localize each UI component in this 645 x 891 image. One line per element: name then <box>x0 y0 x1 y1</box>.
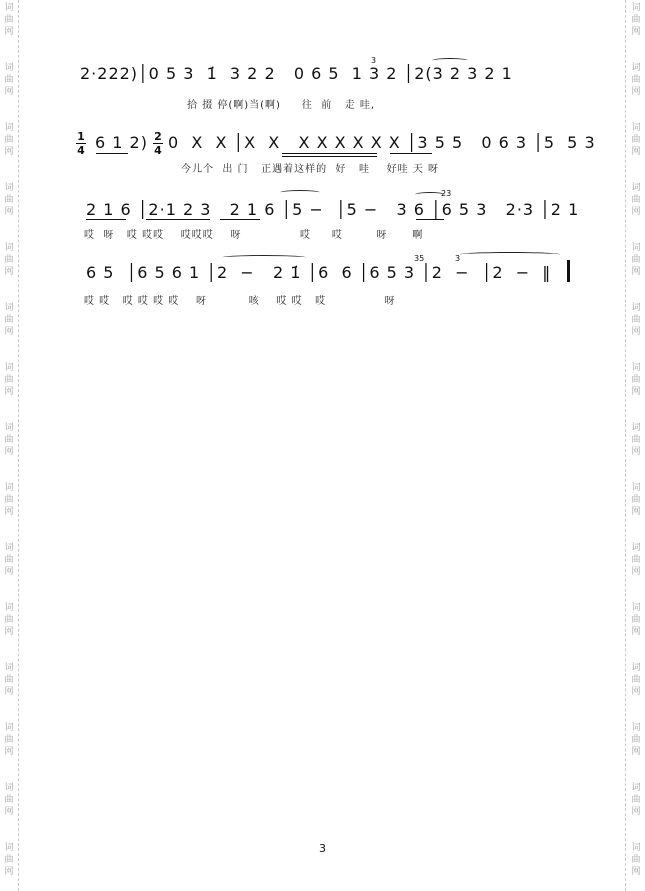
slur-row4-a <box>222 255 306 260</box>
watermark-char: 网 <box>631 447 641 457</box>
underline-row3-c <box>220 219 260 220</box>
watermark-mark <box>629 122 643 158</box>
score-row-2-lyrics: 今儿个 出 门 正遇着这样的 好 哇 好哇 天 呀 <box>181 164 440 175</box>
watermark-char: 网 <box>631 207 641 217</box>
watermark-char: 曲 <box>631 735 641 745</box>
watermark-char: 词 <box>631 123 641 133</box>
watermark-char: 词 <box>631 603 641 613</box>
watermark-char: 网 <box>4 567 14 577</box>
watermark-char: 网 <box>4 507 14 517</box>
watermark-mark <box>629 482 643 518</box>
underline-row2-c <box>390 153 432 154</box>
underline-row2-a <box>96 153 128 154</box>
watermark-char: 曲 <box>631 195 641 205</box>
score-row-1-notes: 2·222)│0 5 3 1̇ 3 2 2 0 6 5 1 3 2 │2(3 2 3 2 1 <box>80 64 513 83</box>
watermark-mark <box>629 662 643 698</box>
watermark-char: 曲 <box>631 255 641 265</box>
score-row-2-notes-b: 0 X X │X X X X X X X X │3 5 5 0 6 3 │5 5 3 <box>168 133 596 152</box>
watermark-char: 词 <box>4 123 14 133</box>
watermark-char: 曲 <box>631 615 641 625</box>
watermark-char: 词 <box>631 543 641 553</box>
watermark-char: 网 <box>4 807 14 817</box>
watermark-mark <box>2 662 16 698</box>
final-barline <box>567 260 570 282</box>
grace-note-3a: 3 <box>371 56 377 65</box>
watermark-char: 曲 <box>631 495 641 505</box>
watermark-char: 曲 <box>631 855 641 865</box>
watermark-mark <box>629 722 643 758</box>
watermark-char: 网 <box>4 687 14 697</box>
underline-row2-b2 <box>282 156 377 157</box>
slur-row3-b <box>415 192 445 197</box>
watermark-char: 网 <box>4 627 14 637</box>
watermark-char: 曲 <box>4 315 14 325</box>
watermark-mark <box>2 542 16 578</box>
watermark-char: 曲 <box>4 75 14 85</box>
watermark-char: 曲 <box>631 135 641 145</box>
watermark-char: 曲 <box>631 795 641 805</box>
slur-row1 <box>432 58 468 63</box>
watermark-char: 词 <box>4 663 14 673</box>
watermark-char: 词 <box>631 303 641 313</box>
watermark-mark <box>2 362 16 398</box>
watermark-char: 词 <box>4 183 14 193</box>
ts1-bottom: 4 <box>77 144 85 157</box>
watermark-char: 词 <box>4 723 14 733</box>
ts2-bottom: 4 <box>154 144 162 157</box>
watermark-char: 词 <box>631 3 641 13</box>
score-row-4-notes: 6 5 │6 5 6 1 │2 − 2 1̇ │6 6 │6 5 3 │2 − │2 − ‖ <box>86 263 552 282</box>
watermark-char: 网 <box>631 507 641 517</box>
watermark-char: 网 <box>631 147 641 157</box>
watermark-char: 曲 <box>631 75 641 85</box>
watermark-char: 词 <box>4 303 14 313</box>
watermark-mark <box>629 302 643 338</box>
left-margin-line <box>18 0 19 891</box>
score-row-3-notes: 2 1 6 │2·1 2 3 2 1 6 │5 − │5 − 3 6 │6 5 3 2·3 │2 1 <box>86 200 580 219</box>
watermark-char: 网 <box>4 867 14 877</box>
watermark-char: 词 <box>631 843 641 853</box>
grace-note-35: 35 <box>414 254 425 263</box>
watermark-char: 曲 <box>4 435 14 445</box>
watermark-char: 词 <box>631 483 641 493</box>
score-row-4-lyrics: 哎 哎 哎 哎 哎 哎 呀 咳 哎 哎 哎 呀 <box>84 296 396 307</box>
watermark-char: 曲 <box>631 315 641 325</box>
watermark-char: 曲 <box>4 795 14 805</box>
watermark-char: 网 <box>631 327 641 337</box>
watermark-char: 网 <box>631 807 641 817</box>
watermark-char: 网 <box>631 627 641 637</box>
watermark-mark <box>2 302 16 338</box>
ts1-top: 1 <box>77 130 85 143</box>
watermark-char: 网 <box>4 447 14 457</box>
watermark-char: 曲 <box>4 855 14 865</box>
watermark-char: 词 <box>631 363 641 373</box>
underline-row3-a <box>86 219 126 220</box>
watermark-mark <box>2 782 16 818</box>
watermark-char: 词 <box>4 843 14 853</box>
watermark-char: 曲 <box>4 375 14 385</box>
watermark-char: 网 <box>4 27 14 37</box>
watermark-mark <box>2 242 16 278</box>
watermark-mark <box>629 182 643 218</box>
watermark-char: 网 <box>631 567 641 577</box>
watermark-mark <box>2 122 16 158</box>
slur-row3-a <box>280 190 320 195</box>
watermark-char: 网 <box>631 687 641 697</box>
watermark-mark <box>2 722 16 758</box>
watermark-char: 曲 <box>631 375 641 385</box>
underline-row3-b <box>146 219 210 220</box>
watermark-char: 曲 <box>631 555 641 565</box>
watermark-char: 网 <box>631 747 641 757</box>
watermark-mark <box>2 182 16 218</box>
page-number: 3 <box>319 842 326 855</box>
watermark-char: 曲 <box>4 495 14 505</box>
watermark-char: 网 <box>4 387 14 397</box>
watermark-char: 网 <box>631 867 641 877</box>
watermark-mark <box>629 242 643 278</box>
watermark-char: 网 <box>631 87 641 97</box>
watermark-mark <box>629 602 643 638</box>
watermark-char: 曲 <box>4 15 14 25</box>
watermark-char: 曲 <box>631 15 641 25</box>
watermark-char: 网 <box>4 747 14 757</box>
score-row-2-notes-a: 6 1 2) <box>95 133 148 152</box>
watermark-mark <box>629 62 643 98</box>
ts2-top: 2 <box>154 130 162 143</box>
watermark-char: 词 <box>4 63 14 73</box>
watermark-mark <box>629 2 643 38</box>
underline-row2-b <box>282 153 377 154</box>
watermark-char: 词 <box>4 423 14 433</box>
watermark-char: 网 <box>631 27 641 37</box>
watermark-char: 曲 <box>4 735 14 745</box>
watermark-char: 词 <box>631 663 641 673</box>
time-signature-2-4 <box>153 131 163 156</box>
watermark-mark <box>629 422 643 458</box>
watermark-char: 词 <box>631 783 641 793</box>
watermark-char: 网 <box>631 267 641 277</box>
watermark-char: 词 <box>631 243 641 253</box>
watermark-char: 词 <box>4 483 14 493</box>
watermark-mark <box>629 542 643 578</box>
watermark-char: 曲 <box>631 675 641 685</box>
score-row-1-lyrics: 拾 掇 停(啊)当(啊) 往 前 走 哇, <box>187 100 376 111</box>
watermark-char: 网 <box>4 87 14 97</box>
watermark-mark <box>2 422 16 458</box>
watermark-char: 网 <box>4 207 14 217</box>
watermark-char: 词 <box>4 603 14 613</box>
watermark-char: 词 <box>631 723 641 733</box>
watermark-char: 曲 <box>631 435 641 445</box>
watermark-char: 曲 <box>4 615 14 625</box>
right-margin-line <box>625 0 626 891</box>
watermark-mark <box>629 782 643 818</box>
watermark-mark <box>2 602 16 638</box>
watermark-mark <box>2 62 16 98</box>
score-row-3-lyrics: 哎 呀 哎 哎哎 哎哎哎 呀 哎 哎 呀 啊 <box>84 230 424 241</box>
watermark-char: 曲 <box>4 675 14 685</box>
watermark-char: 词 <box>4 243 14 253</box>
watermark-char: 词 <box>631 183 641 193</box>
watermark-char: 词 <box>4 363 14 373</box>
watermark-char: 曲 <box>4 555 14 565</box>
watermark-char: 网 <box>631 387 641 397</box>
watermark-char: 曲 <box>4 195 14 205</box>
watermark-char: 词 <box>631 423 641 433</box>
watermark-char: 词 <box>4 3 14 13</box>
watermark-char: 曲 <box>4 255 14 265</box>
underline-row3-d <box>416 219 444 220</box>
time-signature-1-4 <box>76 131 86 156</box>
watermark-char: 词 <box>4 543 14 553</box>
watermark-mark <box>629 362 643 398</box>
watermark-char: 词 <box>631 63 641 73</box>
watermark-char: 曲 <box>4 135 14 145</box>
grace-note-3b: 3 <box>455 254 461 263</box>
grace-note-23: 23 <box>441 189 452 198</box>
watermark-char: 网 <box>4 327 14 337</box>
watermark-mark <box>2 2 16 38</box>
watermark-mark <box>2 482 16 518</box>
watermark-char: 网 <box>4 267 14 277</box>
watermark-char: 词 <box>4 783 14 793</box>
slur-row4-b <box>460 252 560 257</box>
watermark-char: 网 <box>4 147 14 157</box>
